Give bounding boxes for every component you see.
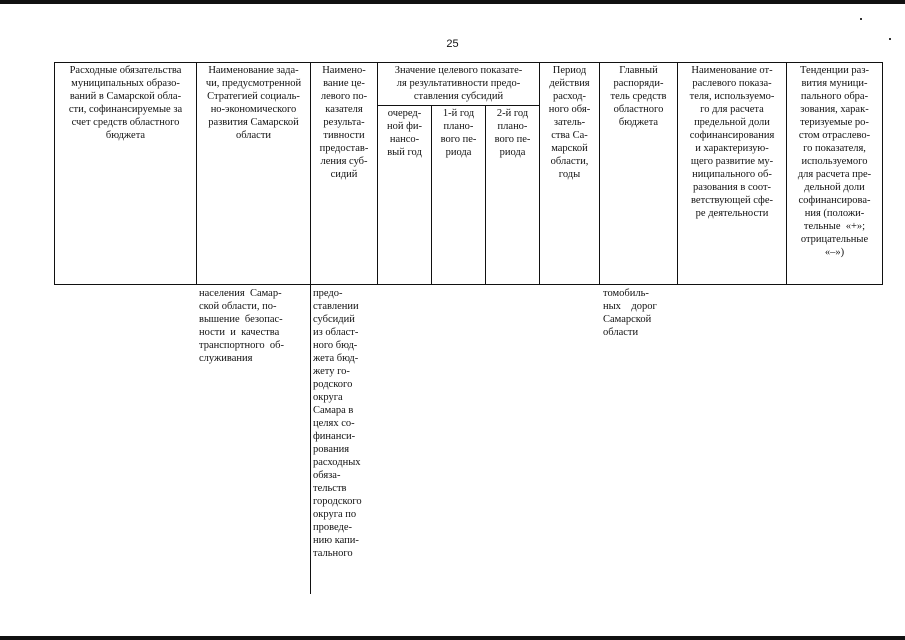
table-row-cell: населения Самар- ской области, по- вышение безопас- ности и качества транспортного об- служивания <box>199 288 284 364</box>
header-target-value-group: Значение целевого показате- ля результативности предо- ставления субсидий <box>394 65 523 102</box>
header-sector-indicator: Наименование от- раслевого показа- теля, используемо- го для расчета предельной доли софинансирования и характеризую- щего развитие му- ниципального об- разования в соот- ветствующей сфе- ре деятельности <box>689 65 775 219</box>
table-row-cell: предо- ставлении субсидий из област- ного бюд- жета бюд- жету го- родского округа Самара в целях со- финанси- рования расходных обяза- тельств городского округа по проведе- нию капи- тального <box>313 288 362 559</box>
table-border-right <box>882 62 883 284</box>
scan-speck <box>860 18 862 20</box>
bottom-border-bar <box>0 636 905 640</box>
header-second-planning-year: 2-й год плано- вого пе- риода <box>494 108 531 158</box>
table-border-top <box>54 62 883 63</box>
header-task-name: Наименование зада- чи, предусмотренной Стратегией социаль- но-экономического развития Самарской области <box>205 65 302 141</box>
header-obligation-period: Период действия расход- ного обя- затель- ства Са- марской области, годы <box>548 65 591 180</box>
top-border-bar <box>0 0 905 4</box>
header-expense-obligations: Расходные обязательства муниципальных образо- ваний в Самарской обла- сти, софинансируемые за счет средств областного бюджета <box>68 65 183 141</box>
header-development-trends: Тенденции раз- вития муници- пального обра- зования, харак- теризуемые ро- стом отраслево- го показателя, используемого для расчета пре- дельной доли софинансирова- ния (положи- тельные «+»; отрицательные «–») <box>797 65 872 258</box>
table-row-cell: томобиль- ных дорог Самарской области <box>603 288 657 338</box>
header-bottom-border <box>54 284 883 285</box>
header-current-fiscal-year: очеред- ной фи- нансо- вый год <box>386 108 423 158</box>
header-chief-administrator: Главный распоряди- тель средств областного бюджета <box>610 65 667 128</box>
header-first-planning-year: 1-й год плано- вого пе- риода <box>440 108 477 158</box>
column-divider <box>310 284 311 594</box>
group-header-divider <box>377 105 539 106</box>
header-indicator-name: Наимено- вание це- левого по- казателя результа- тивности предостав- ления суб- сидий <box>319 65 369 180</box>
page-number: 25 <box>446 38 459 50</box>
